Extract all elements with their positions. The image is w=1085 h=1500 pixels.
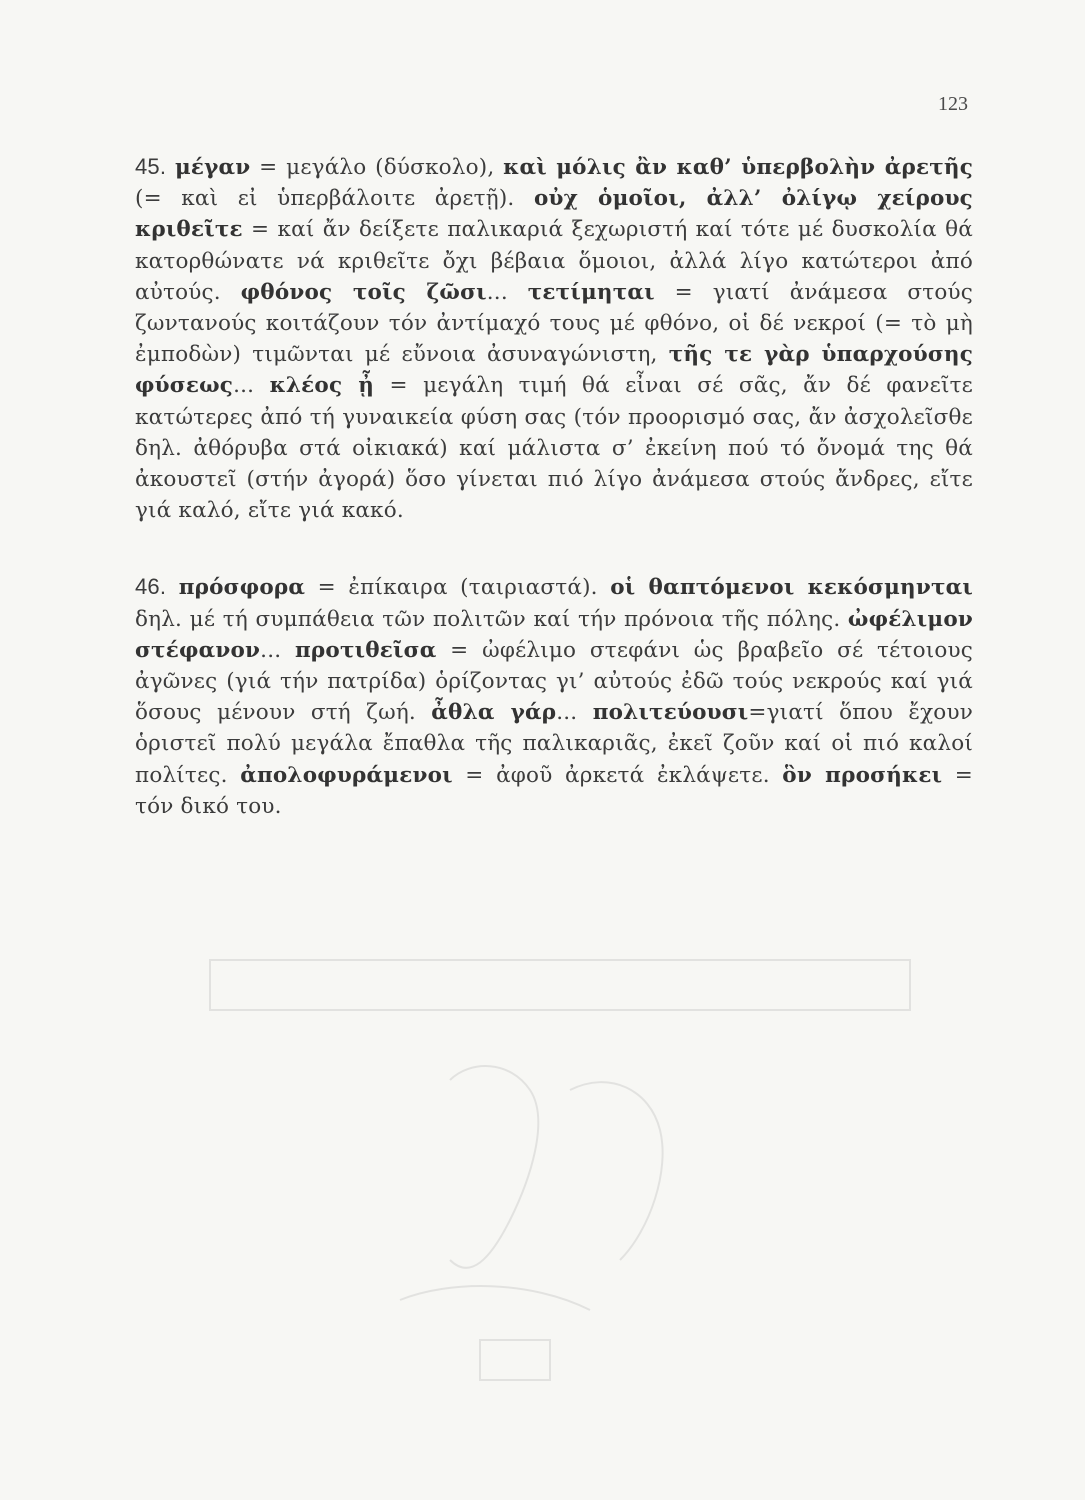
commentary-text: = καί ἄν δείξετε παλικαριά ξεχωριστή καί τότε μέ δυσκολία θά κατορθώνατε νά κριθεῖτε ὄχι βέβαια ὅμοιοι, ἀλλά λίγο κατώτεροι ἀπό αὐτούς. bbox=[135, 217, 973, 305]
commentary-text: =γιατί ὅπου ἔχουν ὁριστεῖ πολύ μεγάλα ἔπαθλα τῆς παλικαριᾶς, ἐκεῖ ζοῦν καί οἱ πιό καλοί πολίτες. bbox=[135, 700, 973, 788]
greek-lemma: μέγαν bbox=[174, 155, 251, 180]
greek-lemma: ὠφέλιμον στέφανον bbox=[135, 606, 973, 663]
note-paragraph bbox=[135, 151, 973, 526]
greek-lemma: οὐχ ὁμοῖοι, ἀλλ’ ὀλίγῳ χείρους κριθεῖτε bbox=[135, 186, 973, 243]
greek-lemma: ἆθλα γάρ bbox=[431, 700, 557, 726]
note-number: 45. bbox=[135, 154, 167, 179]
greek-lemma: φθόνος τοῖς ζῶσι bbox=[240, 279, 487, 305]
note-paragraph bbox=[135, 571, 973, 822]
commentary-text: = ὠφέλιμο στεφάνι ὡς βραβεῖο σέ τέτοιους ἀγῶνες (γιά τήν πατρίδα) ὁρίζοντας γι’ αὐτούς ἐδῶ τούς νεκρούς καί γιά ὅσους μένουν στή ζωή. bbox=[135, 637, 974, 726]
greek-lemma: τῆς τε γὰρ ὑπαρχούσης φύσεως bbox=[135, 342, 974, 399]
commentary-text: = μεγάλο (δύσκολο), bbox=[250, 155, 504, 180]
greek-lemma: καὶ μόλις ἂν καθ’ ὑπερβολὴν ἀρετῆς bbox=[503, 155, 973, 180]
commentary-text: δηλ. μέ τή συμπάθεια τῶν πολιτῶν καί τήν πρόνοια τῆς πόλης. bbox=[135, 606, 848, 632]
greek-lemma: οἱ θαπτόμενοι κεκόσμηνται bbox=[610, 575, 973, 601]
greek-lemma: ἀπολοφυράμενοι bbox=[240, 762, 453, 788]
commentary-text: ... bbox=[556, 700, 593, 726]
commentary-text: = μεγάλη τιμή θά εἶναι σέ σᾶς, ἄν δέ φανεῖτε κατώτερες ἀπό τή γυναικεία φύση σας (τόν προορισμό σας, ἄν ἀσχολεῖσθε δηλ. ἀθόρυβα στά οἰκιακά) καί μάλιστα σ’ ἐκείνη πού τό ὄνομά της θά ἀκουστεῖ (στήν ἀγορά) ὅσο γίνεται πιό λίγο ἀνάμεσα στούς ἄνδρες, εἴτε γιά καλό, εἴτε γιά κακό. bbox=[135, 373, 974, 524]
greek-lemma: προτιθεῖσα bbox=[295, 637, 437, 663]
greek-lemma: πολιτεύουσι bbox=[592, 700, 749, 726]
commentary-text: ... bbox=[233, 373, 270, 399]
commentary-text: = τόν δικό του. bbox=[135, 762, 973, 819]
commentary-text: = ἐπίκαιρα (ταιριαστά). bbox=[305, 575, 611, 601]
commentary-text: = γιατί ἀνάμεσα στούς ζωντανούς κοιτάζουν τόν ἀντίμαχό τους μέ φθόνο, οἱ δέ νεκροί (= τὸ μὴ ἐμποδὼν) τιμῶνται μέ εὔνοια ἀσυναγώνιστη, bbox=[135, 279, 974, 368]
commentary-notes bbox=[135, 151, 973, 822]
commentary-text: ... bbox=[260, 637, 295, 663]
greek-lemma: πρόσφορα bbox=[178, 575, 306, 601]
commentary-text: = ἀφοῦ ἀρκετά ἐκλάψετε. bbox=[452, 762, 783, 788]
page-number: 123 bbox=[938, 93, 968, 115]
greek-lemma: ὃν προσήκει bbox=[782, 762, 943, 788]
greek-lemma: τετίμηται bbox=[527, 279, 655, 305]
note-number: 46. bbox=[135, 574, 167, 600]
greek-lemma: κλέος ᾖ bbox=[269, 373, 375, 399]
bleed-through-illustration bbox=[150, 920, 970, 1400]
commentary-text: ... bbox=[486, 279, 528, 305]
commentary-text: (= καὶ εἰ ὑπερβάλοιτε ἀρετῇ). bbox=[135, 186, 534, 212]
